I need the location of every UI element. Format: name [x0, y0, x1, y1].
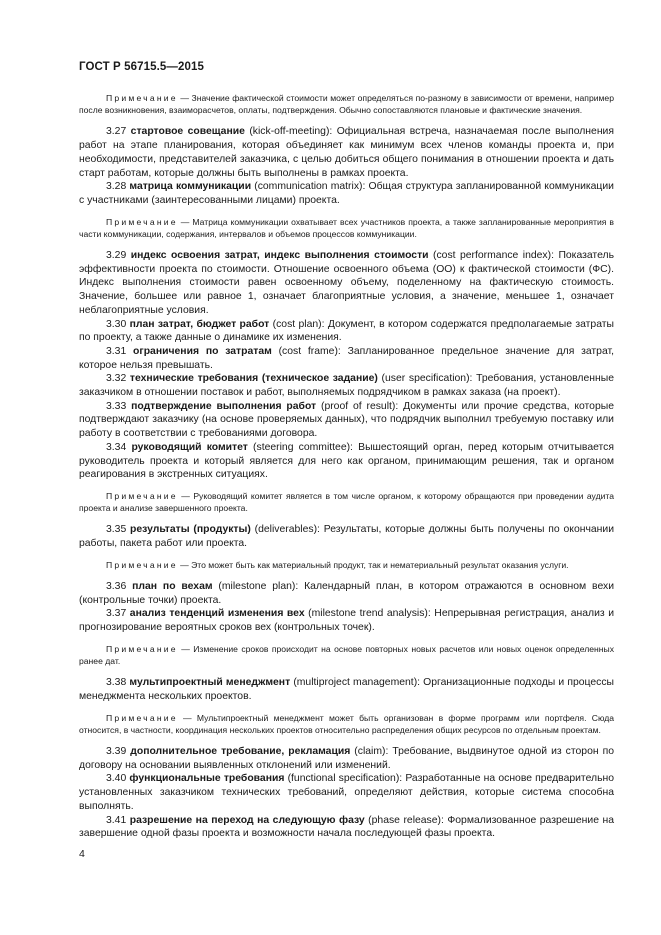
term-number: 3.35 [106, 524, 127, 536]
term-entry [79, 814, 614, 841]
term-entry [79, 345, 614, 372]
note-paragraph [79, 490, 614, 514]
note-label: Примечание [106, 712, 178, 723]
term-definition: (user specification): Требования, установленные заказчиком в отношении поставок и работ, выполняемых подрядчиком в рамках заказа (на проект). [79, 373, 614, 399]
term-title: план по вехам [132, 581, 213, 592]
term-definition: (milestone trend analysis): Непрерывная регистрация, анализ и прогнозирование вероятных сроков вех (контрольных точек). [79, 608, 615, 634]
term-definition: (communication matrix): Общая структура запланированной коммуникации с участниками (заинтересованными лицами) проекта. [79, 181, 614, 206]
document-header: ГОСТ Р 56715.5—2015 [79, 61, 204, 73]
term-number: 3.32 [106, 373, 127, 385]
term-title: подтверждение выполнения работ [131, 400, 317, 412]
note-text: Матрица коммуникации охватывает всех участников проекта, а также запланированные мероприятия в части коммуникации, содержания, интервалов и объемов процессов коммуникации. [79, 216, 614, 239]
term-definition: (cost performance index): Показатель эффективности проекта по стоимости. Отношение освоенного объема (ОО) к фактической стоимости (ФС). Индекс выполнения стоимости равен освоенному объему, поделенному на фактическую стоимость. Значение, большее или равное 1, означает благоприятные условия, а значение, меньшее 1, означает неблагоприятные условия. [79, 250, 614, 316]
term-number: 3.40 [106, 773, 127, 785]
term-entry [79, 523, 614, 550]
term-definition: (multiproject management): Организационные подходы и процессы менеджмента нескольких проектов. [79, 677, 615, 702]
note-dash: — [177, 216, 193, 227]
term-number: 3.30 [106, 318, 127, 330]
note-label: Примечание [106, 643, 178, 654]
term-definition: (milestone plan): Календарный план, в котором отражаются в основном вехи (контрольные точки) проекта. [79, 581, 614, 606]
note-label: Примечание [106, 216, 178, 227]
note-paragraph [79, 559, 614, 571]
term-entry [79, 400, 614, 441]
term-entry [79, 607, 614, 634]
term-number: 3.29 [106, 250, 127, 262]
note-label: Примечание [106, 559, 178, 570]
term-number: 3.31 [106, 345, 127, 357]
term-definition: (claim): Требование, выдвинутое одной из сторон по договору на основании выявленных отклонений или изменений. [79, 746, 614, 771]
term-definition: (steering committee): Вышестоящий орган, перед которым отчитывается руководитель проекта и который является для него как органом, принимающим решения, так и органом реагирования в экстренных ситуациях. [79, 441, 614, 481]
term-entry [79, 249, 614, 318]
page-number: 4 [79, 848, 85, 860]
term-number: 3.39 [106, 746, 127, 758]
term-number: 3.38 [106, 677, 127, 689]
note-text: Руководящий комитет является в том числе органом, к которому обращаются при проведении аудита проекта и анализе завершенного проекта. [79, 490, 615, 514]
term-number: 3.41 [106, 814, 127, 826]
note-dash: — [177, 559, 192, 570]
term-definition: (cost frame): Запланированное предельное значение для затрат, которое нельзя превышать. [79, 345, 614, 371]
term-entry [79, 318, 614, 345]
term-definition: (functional specification): Разработанные на основе предварительно установленных заказчиком технических требований, определяют действия, которые система способна выполнять. [79, 773, 615, 812]
term-number: 3.34 [106, 441, 127, 453]
term-title: план затрат, бюджет работ [129, 318, 270, 330]
note-paragraph [79, 712, 614, 736]
term-definition: (phase release): Формализованное разрешение на завершение одной фазы проекта и возможности начала последующей фазы проекта. [79, 814, 614, 840]
term-title: мультипроектный менеджмент [129, 677, 291, 689]
term-definition: (cost plan): Документ, в котором содержатся предполагаемые затраты по проекту, а также данные о динамике их изменения. [79, 318, 614, 344]
term-entry [79, 772, 614, 813]
term-number: 3.33 [106, 400, 127, 412]
note-dash: — [177, 93, 192, 103]
term-number: 3.28 [106, 181, 127, 193]
note-text: Изменение сроков происходит на основе повторных новых расчетов или новых оценок определенных ранее дат. [79, 643, 614, 667]
note-text: Значение фактической стоимости может определяться по-разному в зависимости от времени, например после возникновения, взаиморасчетов, оплаты, подтверждения. Обычно сопоставляются плановые и фактические значения. [79, 93, 614, 116]
note-label: Примечание [106, 490, 178, 501]
term-entry [79, 125, 614, 180]
term-number: 3.36 [106, 581, 127, 592]
term-title: анализ тенденций изменения вех [129, 608, 305, 620]
term-title: функциональные требования [129, 773, 285, 785]
term-title: ограничения по затратам [133, 345, 272, 357]
term-title: матрица коммуникации [129, 181, 252, 193]
document-body [79, 92, 614, 841]
term-title: результаты (продукты) [130, 524, 251, 536]
term-title: стартовое совещание [130, 126, 245, 138]
note-dash: — [177, 490, 194, 501]
term-number: 3.37 [106, 608, 127, 620]
term-entry [79, 180, 614, 207]
note-label: Примечание [106, 93, 178, 103]
note-text: Это может быть как материальный продукт, так и нематериальный результат оказания услуги. [191, 559, 569, 570]
term-title: руководящий комитет [131, 441, 248, 453]
term-definition: (kick-off-meeting): Официальная встреча, назначаемая после выполнения работ на этапе планирования, которая объединяет как минимум всех членов команды проекта и, при необходимости, представителей заказчика, с целью добиться общего понимания в отношении проекта и дать старт работам, которые должны быть выполнены в рамках проекта. [79, 126, 614, 179]
term-definition: (proof of result): Документы или прочие средства, которые подтверждают заказчику (на основе проверяемых данных), что подрядчик выполнил требуемую поставку или работу в соответствии с требованиями договора. [79, 400, 614, 440]
term-title: индекс освоения затрат, индекс выполнения стоимости [130, 250, 429, 262]
note-paragraph [79, 216, 614, 240]
term-title: разрешение на переход на следующую фазу [129, 814, 365, 826]
term-title: дополнительное требование, рекламация [130, 746, 351, 758]
term-entry [79, 372, 614, 399]
note-dash: — [177, 712, 197, 723]
term-entry [79, 745, 614, 772]
term-number: 3.27 [106, 126, 127, 138]
term-entry [79, 676, 614, 703]
term-definition: (deliverables): Результаты, которые должны быть получены по окончании работы, пакета работ или проекта. [79, 524, 615, 550]
term-title: технические требования (техническое задание) [129, 373, 378, 385]
note-paragraph [79, 92, 614, 116]
note-dash: — [177, 643, 194, 654]
note-text: Мультипроектный менеджмент может быть организован в форме программ или портфеля. Сюда относится, в частности, координация нескольких проектов относительно распределения общих ресурсов по отдельным проектам. [79, 712, 614, 735]
note-paragraph [79, 643, 614, 667]
term-entry [79, 580, 614, 607]
term-entry [79, 441, 614, 482]
